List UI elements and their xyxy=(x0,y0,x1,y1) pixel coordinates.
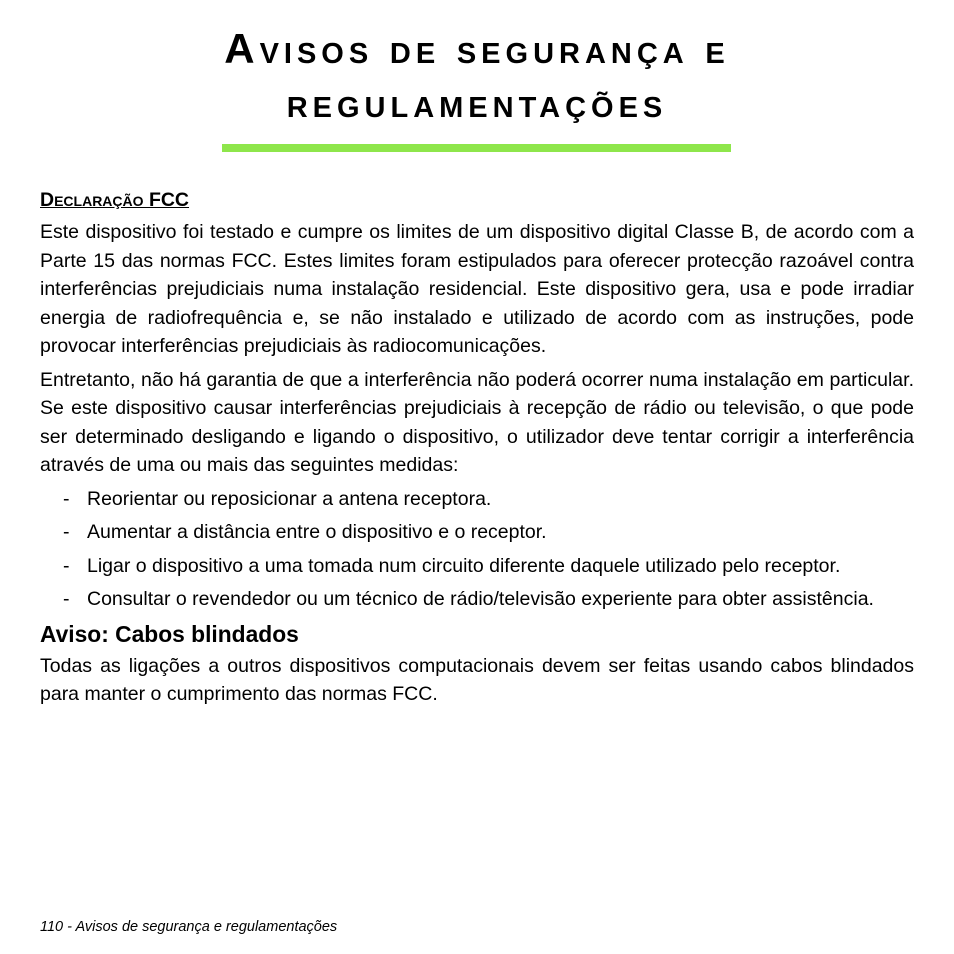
fcc-section-heading: Declaração FCC xyxy=(40,189,190,211)
dash-bullet-icon: - xyxy=(63,487,70,510)
dash-bullet-icon: - xyxy=(63,521,70,543)
list-item xyxy=(40,518,914,547)
dash-bullet-icon: - xyxy=(63,588,70,610)
title-underline-rule xyxy=(222,144,731,152)
list-item-text: Consultar o revendedor ou um técnico de rádio/televisão experiente para obter assistência. xyxy=(87,588,874,610)
document-body xyxy=(40,186,914,714)
dash-bullet-icon: - xyxy=(63,554,70,577)
page-title xyxy=(0,22,954,130)
fcc-paragraph-2: Entretanto, não há garantia de que a interferência não poderá ocorrer numa instalação em particular. Se este dispositivo causar interferências prejudiciais à recepção de rádio ou televisão, o que pode ser determinado desligando e ligando o dispositivo, o utilizador deve tentar corrigir a interferência através de uma ou mais das seguintes medidas: xyxy=(40,368,914,476)
list-item-text: Ligar o dispositivo a uma tomada num circuito diferente daquele utilizado pelo receptor. xyxy=(87,554,841,577)
shielded-cables-heading: Aviso: Cabos blindados xyxy=(40,620,299,647)
measures-list xyxy=(40,485,914,614)
list-item xyxy=(40,485,914,514)
page-footer: 110 - Avisos de segurança e regulamentações xyxy=(40,919,338,935)
list-item-text: Aumentar a distância entre o dispositivo e o receptor. xyxy=(87,521,547,543)
list-item xyxy=(40,552,914,581)
list-item-text: Reorientar ou reposicionar a antena receptora. xyxy=(87,487,492,510)
list-item xyxy=(40,585,914,614)
page-title-line-2: regulamentações xyxy=(286,79,668,126)
shielded-cables-paragraph: Todas as ligações a outros dispositivos computacionais devem ser feitas usando cabos blindados para manter o cumprimento das normas FCC. xyxy=(40,654,914,705)
fcc-paragraph-1: Este dispositivo foi testado e cumpre os limites de um dispositivo digital Classe B, de acordo com a Parte 15 das normas FCC. Estes limites foram estipulados para oferecer protecção razoável contra interferências prejudiciais numa instalação residencial. Este dispositivo gera, usa e pode irradiar energia de radiofrequência e, se não instalado e utilizado de acordo com as instruções, pode provocar interferências prejudiciais às radiocomunicações. xyxy=(40,221,914,357)
page-title-line-1: Avisos de segurança e xyxy=(224,25,730,72)
